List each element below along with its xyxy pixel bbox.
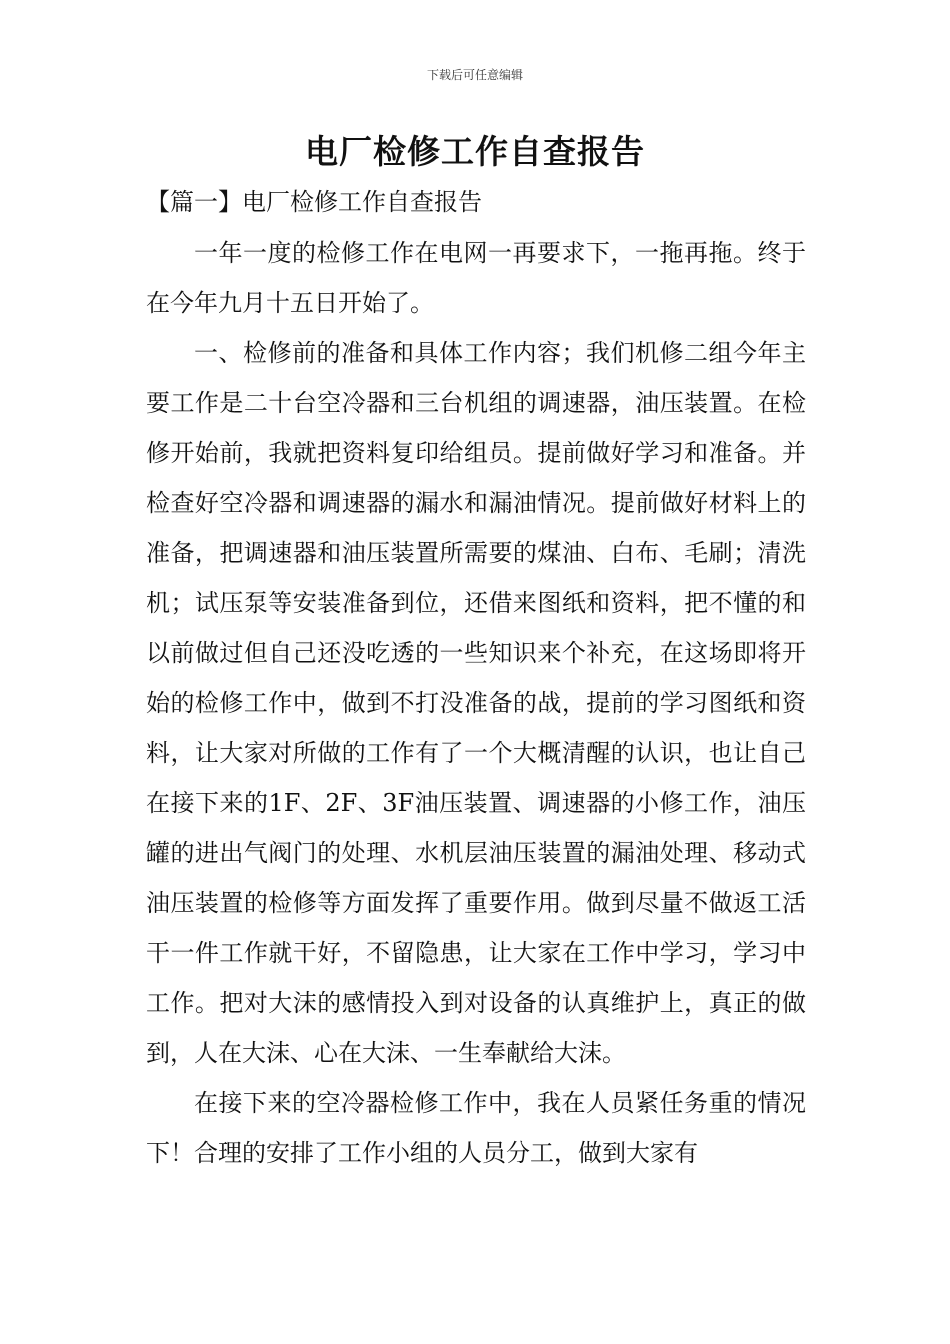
paragraph: 一、检修前的准备和具体工作内容；我们机修二组今年主要工作是二十台空冷器和三台机组的调速器，油压装置。在检修开始前，我就把资料复印给组员。提前做好学习和准备。并检查好空冷器和调速器的漏水和漏油情况。提前做好材料上的准备，把调速器和油压装置所需要的煤油、白布、毛刷；清洗机；试压泵等安装准备到位，还借来图纸和资料，把不懂的和以前做过但自己还没吃透的一些知识来个补充，在这场即将开始的检修工作中，做到不打没准备的战，提前的学习图纸和资料，让大家对所做的工作有了一个大概清醒的认识，也让自己在接下来的1F、2F、3F油压装置、调速器的小修工作，油压罐的进出气阀门的处理、水机层油压装置的漏油处理、移动式油压装置的检修等方面发挥了重要作用。做到尽量不做返工活干一件工作就干好，不留隐患，让大家在工作中学习，学习中工作。把对大沫的感情投入到对设备的认真维护上，真正的做到，人在大沫、心在大沫、一生奉献给大沫。 [146,339,806,1067]
document-title: 电厂检修工作自查报告 [305,132,645,171]
document-body [146,228,806,1178]
paragraph: 一年一度的检修工作在电网一再要求下，一拖再拖。终于在今年九月十五日开始了。 [146,239,806,317]
section-heading: 【篇一】电厂检修工作自查报告 [146,188,482,216]
paragraph: 在接下来的空冷器检修工作中，我在人员紧任务重的情况下！合理的安排了工作小组的人员分工，做到大家有 [146,1089,806,1167]
page-header-note: 下载后可任意编辑 [426,68,523,82]
